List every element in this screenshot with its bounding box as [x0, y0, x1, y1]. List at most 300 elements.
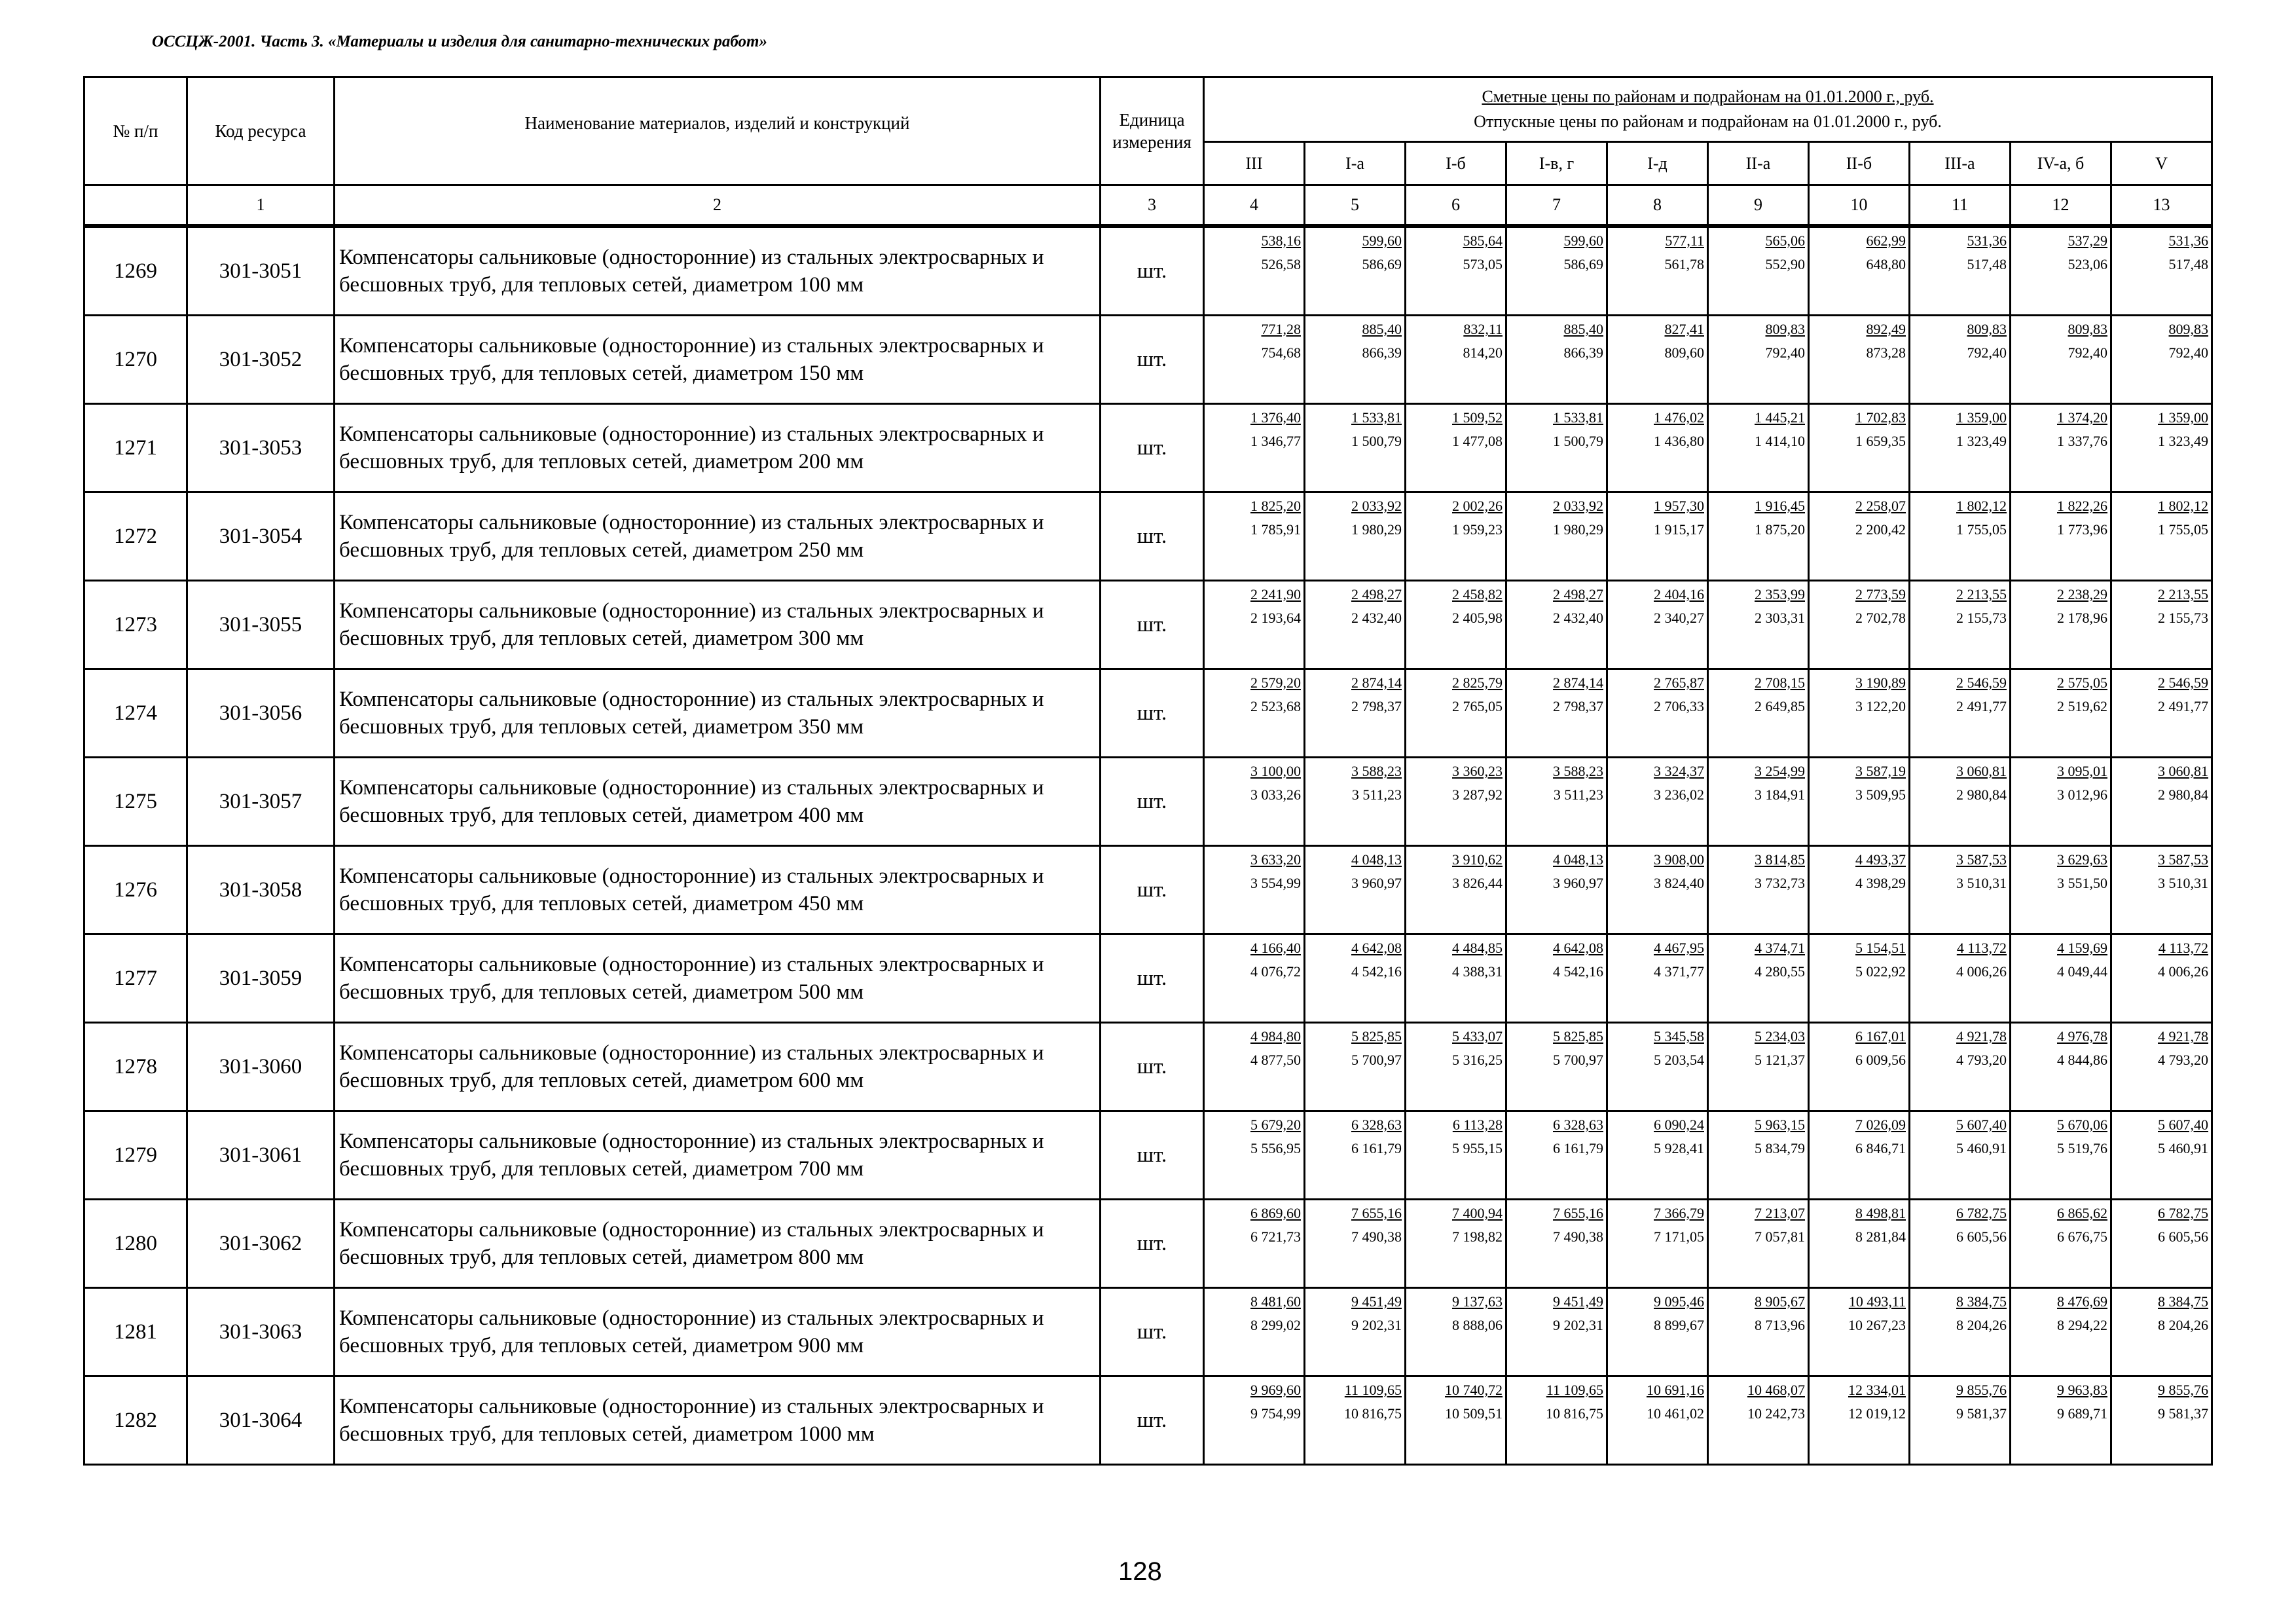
release-price: 8 899,67: [1654, 1317, 1704, 1333]
price-cell: [1305, 758, 1406, 846]
release-price: 3 287,92: [1452, 786, 1503, 803]
price-cell: [1204, 581, 1305, 669]
price-cell: [1406, 934, 1506, 1023]
resource-code: 301-3052: [187, 316, 335, 404]
resource-code: 301-3057: [187, 758, 335, 846]
release-price: 9 689,71: [2057, 1405, 2107, 1422]
row-number: 1282: [84, 1376, 187, 1465]
release-price: 1 980,29: [1553, 521, 1603, 538]
estimate-price: 10 493,11: [1848, 1293, 1906, 1310]
release-price: 7 198,82: [1452, 1228, 1503, 1245]
estimate-price: 1 802,12: [1956, 498, 2007, 514]
resource-code: 301-3060: [187, 1023, 335, 1111]
item-unit: шт.: [1101, 758, 1204, 846]
estimate-price: 531,36: [1967, 232, 2007, 249]
estimate-price: 4 484,85: [1452, 940, 1503, 956]
item-name: Компенсаторы сальниковые (односторонние) из стальных электросварных и бесшовных труб, для тепловых сетей, диаметром 250 мм: [335, 492, 1101, 581]
release-price: 6 009,56: [1855, 1052, 1906, 1068]
price-cell: [1506, 846, 1607, 934]
price-cell: [2011, 934, 2111, 1023]
row-number: 1273: [84, 581, 187, 669]
estimate-price: 4 984,80: [1250, 1028, 1301, 1044]
item-unit: шт.: [1101, 669, 1204, 758]
item-name: Компенсаторы сальниковые (односторонние) из стальных электросварных и бесшовных труб, для тепловых сетей, диаметром 300 мм: [335, 581, 1101, 669]
price-cell: [1204, 404, 1305, 492]
price-cell: [1204, 758, 1305, 846]
price-cell: [1406, 1023, 1506, 1111]
resource-code: 301-3058: [187, 846, 335, 934]
col-header-num: № п/п: [84, 77, 187, 185]
price-cell: [1910, 1023, 2011, 1111]
district-header: III: [1204, 142, 1305, 185]
resource-code: 301-3054: [187, 492, 335, 581]
price-cell: [1809, 404, 1910, 492]
price-cell: [1506, 1288, 1607, 1376]
price-cell: [1708, 404, 1809, 492]
estimate-price: 2 874,14: [1553, 674, 1603, 691]
item-name: Компенсаторы сальниковые (односторонние) из стальных электросварных и бесшовных труб, для тепловых сетей, диаметром 800 мм: [335, 1200, 1101, 1288]
price-cell: [1607, 227, 1708, 316]
price-cell: [1305, 404, 1406, 492]
estimate-price: 3 190,89: [1855, 674, 1906, 691]
price-cell: [1204, 1111, 1305, 1200]
release-price: 4 398,29: [1855, 875, 1906, 891]
district-header: IV-а, б: [2011, 142, 2111, 185]
district-header: I-а: [1305, 142, 1406, 185]
estimate-price: 1 374,20: [2057, 409, 2107, 426]
release-price: 4 388,31: [1452, 963, 1503, 980]
release-price: 7 490,38: [1553, 1228, 1603, 1245]
release-price: 2 491,77: [2158, 698, 2209, 714]
release-price: 8 299,02: [1250, 1317, 1301, 1333]
estimate-price: 771,28: [1261, 321, 1301, 337]
release-price: 3 732,73: [1755, 875, 1805, 891]
item-name: Компенсаторы сальниковые (односторонние) из стальных электросварных и бесшовных труб, для тепловых сетей, диаметром 1000 мм: [335, 1376, 1101, 1465]
release-price: 523,06: [2068, 256, 2107, 272]
column-number: 10: [1809, 185, 1910, 225]
estimate-price: 5 607,40: [2158, 1116, 2209, 1133]
release-price: 1 436,80: [1654, 433, 1704, 449]
price-cell: [2011, 669, 2111, 758]
estimate-price: 4 374,71: [1755, 940, 1805, 956]
price-cell: [1708, 846, 1809, 934]
price-table: [83, 76, 2213, 1466]
release-price: 4 844,86: [2057, 1052, 2107, 1068]
estimate-price: 4 048,13: [1351, 851, 1402, 868]
district-header: V: [2111, 142, 2212, 185]
estimate-price: 3 095,01: [2057, 763, 2107, 779]
price-cell: [1506, 669, 1607, 758]
price-cell: [1506, 1376, 1607, 1465]
price-cell: [1204, 846, 1305, 934]
district-header: III-а: [1910, 142, 2011, 185]
table-row: [84, 581, 2212, 669]
price-cell: [1305, 1111, 1406, 1200]
estimate-price: 4 642,08: [1351, 940, 1402, 956]
col-header-prices: [1204, 77, 2212, 142]
estimate-price: 2 498,27: [1351, 586, 1402, 602]
release-price: 7 057,81: [1755, 1228, 1805, 1245]
estimate-price: 1 376,40: [1250, 409, 1301, 426]
release-price: 10 816,75: [1546, 1405, 1603, 1422]
release-price: 809,60: [1664, 344, 1704, 361]
price-cell: [1204, 227, 1305, 316]
release-price: 4 049,44: [2057, 963, 2107, 980]
estimate-price: 531,36: [2168, 232, 2209, 249]
resource-code: 301-3055: [187, 581, 335, 669]
price-cell: [1607, 934, 1708, 1023]
item-name: Компенсаторы сальниковые (односторонние) из стальных электросварных и бесшовных труб, для тепловых сетей, диаметром 400 мм: [335, 758, 1101, 846]
estimate-price: 1 533,81: [1553, 409, 1603, 426]
release-price: 5 121,37: [1755, 1052, 1805, 1068]
item-unit: шт.: [1101, 846, 1204, 934]
release-price: 10 461,02: [1647, 1405, 1704, 1422]
price-cell: [1809, 316, 1910, 404]
colnum-empty: [84, 185, 187, 225]
price-cell: [1204, 492, 1305, 581]
release-price: 9 581,37: [2158, 1405, 2209, 1422]
item-name: Компенсаторы сальниковые (односторонние) из стальных электросварных и бесшовных труб, для тепловых сетей, диаметром 100 мм: [335, 227, 1101, 316]
estimate-price: 7 655,16: [1553, 1205, 1603, 1221]
price-cell: [1809, 581, 1910, 669]
estimate-price: 4 113,72: [1956, 940, 2007, 956]
price-cell: [1809, 492, 1910, 581]
price-cell: [1506, 1023, 1607, 1111]
estimate-price: 2 258,07: [1855, 498, 1906, 514]
estimate-price: 2 033,92: [1553, 498, 1603, 514]
release-price: 10 267,23: [1848, 1317, 1906, 1333]
release-price: 754,68: [1261, 344, 1301, 361]
column-number: 7: [1506, 185, 1607, 225]
price-cell: [2111, 227, 2212, 316]
release-price: 3 509,95: [1855, 786, 1906, 803]
item-name: Компенсаторы сальниковые (односторонние) из стальных электросварных и бесшовных труб, для тепловых сетей, диаметром 500 мм: [335, 934, 1101, 1023]
price-cell: [1809, 1200, 1910, 1288]
estimate-price: 565,06: [1765, 232, 1805, 249]
estimate-price: 3 588,23: [1553, 763, 1603, 779]
price-cell: [1305, 1376, 1406, 1465]
release-price: 2 178,96: [2057, 610, 2107, 626]
estimate-price: 6 090,24: [1654, 1116, 1704, 1133]
release-price: 2 702,78: [1855, 610, 1906, 626]
estimate-price: 6 167,01: [1855, 1028, 1906, 1044]
estimate-price: 5 607,40: [1956, 1116, 2007, 1133]
price-cell: [1809, 1376, 1910, 1465]
item-unit: шт.: [1101, 1023, 1204, 1111]
price-cell: [1305, 934, 1406, 1023]
release-price: 9 202,31: [1351, 1317, 1402, 1333]
price-cell: [1708, 1023, 1809, 1111]
row-number: 1275: [84, 758, 187, 846]
price-cell: [1607, 404, 1708, 492]
release-price: 5 203,54: [1654, 1052, 1704, 1068]
price-cell: [1607, 581, 1708, 669]
release-price: 5 834,79: [1755, 1140, 1805, 1156]
estimate-price: 1 359,00: [2158, 409, 2209, 426]
price-cell: [1204, 669, 1305, 758]
release-price: 552,90: [1765, 256, 1805, 272]
price-cell: [1506, 492, 1607, 581]
release-price: 1 755,05: [2158, 521, 2209, 538]
price-cell: [2011, 1023, 2111, 1111]
estimate-price: 6 113,28: [1452, 1116, 1503, 1133]
price-cell: [1708, 1376, 1809, 1465]
price-cell: [2111, 316, 2212, 404]
release-price: 2 980,84: [1956, 786, 2007, 803]
release-price: 10 816,75: [1344, 1405, 1402, 1422]
price-cell: [2111, 758, 2212, 846]
row-number: 1271: [84, 404, 187, 492]
estimate-price: 2 241,90: [1250, 586, 1301, 602]
price-cell: [1506, 404, 1607, 492]
price-cell: [1607, 1376, 1708, 1465]
release-price: 5 700,97: [1553, 1052, 1603, 1068]
column-number: 9: [1708, 185, 1809, 225]
item-name: Компенсаторы сальниковые (односторонние) из стальных электросварных и бесшовных труб, для тепловых сетей, диаметром 700 мм: [335, 1111, 1101, 1200]
estimate-price: 4 642,08: [1553, 940, 1603, 956]
estimate-price: 2 546,59: [2158, 674, 2209, 691]
price-cell: [2111, 1376, 2212, 1465]
release-price: 2 706,33: [1654, 698, 1704, 714]
price-cell: [1204, 1200, 1305, 1288]
release-price: 3 184,91: [1755, 786, 1805, 803]
estimate-price: 537,29: [2068, 232, 2107, 249]
release-price: 7 490,38: [1351, 1228, 1402, 1245]
item-unit: шт.: [1101, 316, 1204, 404]
release-price: 8 204,26: [1956, 1317, 2007, 1333]
estimate-price: 1 359,00: [1956, 409, 2007, 426]
release-price: 4 793,20: [1956, 1052, 2007, 1068]
price-cell: [2111, 1288, 2212, 1376]
price-cell: [2011, 1288, 2111, 1376]
estimate-price: 5 670,06: [2057, 1116, 2107, 1133]
release-price: 5 700,97: [1351, 1052, 1402, 1068]
column-number: 4: [1204, 185, 1305, 225]
release-price: 5 460,91: [2158, 1140, 2209, 1156]
table-row: [84, 758, 2212, 846]
release-price: 8 713,96: [1755, 1317, 1805, 1333]
release-price: 586,69: [1563, 256, 1603, 272]
price-cell: [1305, 669, 1406, 758]
release-price: 5 316,25: [1452, 1052, 1503, 1068]
price-cell: [2111, 846, 2212, 934]
release-price: 6 605,56: [2158, 1228, 2209, 1245]
price-cell: [1809, 758, 1910, 846]
price-cell: [1809, 1023, 1910, 1111]
price-cell: [1809, 846, 1910, 934]
resource-code: 301-3059: [187, 934, 335, 1023]
column-number: 11: [1910, 185, 2011, 225]
release-price: 5 519,76: [2057, 1140, 2107, 1156]
price-cell: [1406, 492, 1506, 581]
release-price: 3 510,31: [1956, 875, 2007, 891]
price-cell: [1406, 846, 1506, 934]
release-price: 573,05: [1463, 256, 1503, 272]
estimate-price: 885,40: [1362, 321, 1402, 337]
estimate-price: 2 546,59: [1956, 674, 2007, 691]
table-row: [84, 1200, 2212, 1288]
estimate-price: 4 166,40: [1250, 940, 1301, 956]
price-cell: [1708, 492, 1809, 581]
estimate-price: 10 740,72: [1445, 1382, 1503, 1398]
item-unit: шт.: [1101, 1376, 1204, 1465]
table-row: [84, 1376, 2212, 1465]
price-cell: [1708, 1288, 1809, 1376]
col-header-name: Наименование материалов, изделий и конструкций: [335, 77, 1101, 185]
price-cell: [1305, 316, 1406, 404]
release-price: 3 122,20: [1855, 698, 1906, 714]
release-price: 10 242,73: [1747, 1405, 1805, 1422]
estimate-price: 4 493,37: [1855, 851, 1906, 868]
price-cell: [1708, 1200, 1809, 1288]
release-price: 3 826,44: [1452, 875, 1503, 891]
release-price: 2 523,68: [1250, 698, 1301, 714]
price-cell: [1607, 1200, 1708, 1288]
estimate-price: 4 048,13: [1553, 851, 1603, 868]
price-cell: [1506, 1200, 1607, 1288]
estimate-price: 2 238,29: [2057, 586, 2107, 602]
release-price: 1 773,96: [2057, 521, 2107, 538]
table-row: [84, 1111, 2212, 1200]
release-price: 866,39: [1563, 344, 1603, 361]
price-cell: [2011, 316, 2111, 404]
price-cell: [1406, 227, 1506, 316]
release-price: 2 765,05: [1452, 698, 1503, 714]
estimate-price: 4 159,69: [2057, 940, 2107, 956]
price-cell: [2011, 1376, 2111, 1465]
release-price: 9 754,99: [1250, 1405, 1301, 1422]
price-cell: [1204, 1023, 1305, 1111]
price-cell: [1809, 669, 1910, 758]
estimate-price: 2 404,16: [1654, 586, 1704, 602]
col-header-code: Код ресурса: [187, 77, 335, 185]
table-head: [84, 77, 2212, 225]
estimate-price: 11 109,65: [1546, 1382, 1603, 1398]
table-row: [84, 1023, 2212, 1111]
estimate-price: 6 328,63: [1553, 1116, 1603, 1133]
estimate-price: 2 579,20: [1250, 674, 1301, 691]
resource-code: 301-3056: [187, 669, 335, 758]
price-cell: [1809, 934, 1910, 1023]
price-cell: [1305, 492, 1406, 581]
price-cell: [2011, 227, 2111, 316]
item-unit: шт.: [1101, 492, 1204, 581]
price-cell: [1305, 1200, 1406, 1288]
release-price: 6 721,73: [1250, 1228, 1301, 1245]
release-price: 1 659,35: [1855, 433, 1906, 449]
estimate-price: 8 476,69: [2057, 1293, 2107, 1310]
release-price: 1 500,79: [1553, 433, 1603, 449]
price-cell: [1506, 316, 1607, 404]
price-cell: [1406, 581, 1506, 669]
release-price: 1 477,08: [1452, 433, 1503, 449]
estimate-price: 662,99: [1866, 232, 1906, 249]
estimate-price: 2 213,55: [1956, 586, 2007, 602]
price-cell: [1506, 581, 1607, 669]
price-cell: [1910, 1288, 2011, 1376]
item-name: Компенсаторы сальниковые (односторонние) из стальных электросварных и бесшовных труб, для тепловых сетей, диаметром 350 мм: [335, 669, 1101, 758]
release-price: 2 340,27: [1654, 610, 1704, 626]
release-price: 6 676,75: [2057, 1228, 2107, 1245]
estimate-price: 9 095,46: [1654, 1293, 1704, 1310]
release-price: 1 323,49: [2158, 433, 2209, 449]
resource-code: 301-3062: [187, 1200, 335, 1288]
price-cell: [1305, 1288, 1406, 1376]
price-cell: [1809, 227, 1910, 316]
estimate-price: 2 002,26: [1452, 498, 1503, 514]
table-row: [84, 934, 2212, 1023]
release-price: 3 236,02: [1654, 786, 1704, 803]
price-cell: [1406, 1200, 1506, 1288]
estimate-price: 832,11: [1463, 321, 1503, 337]
item-name: Компенсаторы сальниковые (односторонние) из стальных электросварных и бесшовных труб, для тепловых сетей, диаметром 200 мм: [335, 404, 1101, 492]
estimate-price: 3 254,99: [1755, 763, 1805, 779]
release-price: 9 581,37: [1956, 1405, 2007, 1422]
release-price: 2 405,98: [1452, 610, 1503, 626]
estimate-price: 3 324,37: [1654, 763, 1704, 779]
price-cell: [1204, 1288, 1305, 1376]
release-price: 3 510,31: [2158, 875, 2209, 891]
release-price: 1 980,29: [1351, 521, 1402, 538]
release-price: 5 556,95: [1250, 1140, 1301, 1156]
price-cell: [2011, 492, 2111, 581]
resource-code: 301-3063: [187, 1288, 335, 1376]
release-price: 3 511,23: [1351, 786, 1402, 803]
release-price: 3 551,50: [2057, 875, 2107, 891]
price-cell: [2011, 1111, 2111, 1200]
price-cell: [1708, 316, 1809, 404]
table-row: [84, 1288, 2212, 1376]
estimate-price: 7 213,07: [1755, 1205, 1805, 1221]
release-price: 2 432,40: [1351, 610, 1402, 626]
estimate-price: 2 033,92: [1351, 498, 1402, 514]
price-cell: [1406, 404, 1506, 492]
price-cell: [1506, 934, 1607, 1023]
table-row: [84, 669, 2212, 758]
estimate-price: 3 908,00: [1654, 851, 1704, 868]
price-cell: [1305, 581, 1406, 669]
release-price: 4 006,26: [1956, 963, 2007, 980]
price-cell: [2011, 1200, 2111, 1288]
release-price: 5 928,41: [1654, 1140, 1704, 1156]
item-unit: шт.: [1101, 1111, 1204, 1200]
price-cell: [2011, 404, 2111, 492]
estimate-price: 1 825,20: [1250, 498, 1301, 514]
price-cell: [1406, 316, 1506, 404]
release-price: 4 877,50: [1250, 1052, 1301, 1068]
release-price: 2 980,84: [2158, 786, 2209, 803]
item-name: Компенсаторы сальниковые (односторонние) из стальных электросварных и бесшовных труб, для тепловых сетей, диаметром 150 мм: [335, 316, 1101, 404]
price-cell: [2111, 404, 2212, 492]
release-price: 517,48: [2168, 256, 2209, 272]
table-row: [84, 846, 2212, 934]
release-price: 3 033,26: [1250, 786, 1301, 803]
table-body: [84, 225, 2212, 1465]
estimate-price: 3 100,00: [1250, 763, 1301, 779]
row-number: 1276: [84, 846, 187, 934]
running-header: ОССЦЖ-2001. Часть 3. «Материалы и изделия для санитарно-технических работ»: [152, 33, 767, 50]
district-header: I-д: [1607, 142, 1708, 185]
estimate-price: 2 498,27: [1553, 586, 1603, 602]
price-cell: [1809, 1288, 1910, 1376]
estimate-price: 3 587,53: [2158, 851, 2209, 868]
row-number: 1274: [84, 669, 187, 758]
estimate-price: 1 916,45: [1755, 498, 1805, 514]
price-cell: [1910, 492, 2011, 581]
release-price: 792,40: [1967, 344, 2007, 361]
estimate-price: 3 060,81: [1956, 763, 2007, 779]
release-price: 4 076,72: [1250, 963, 1301, 980]
